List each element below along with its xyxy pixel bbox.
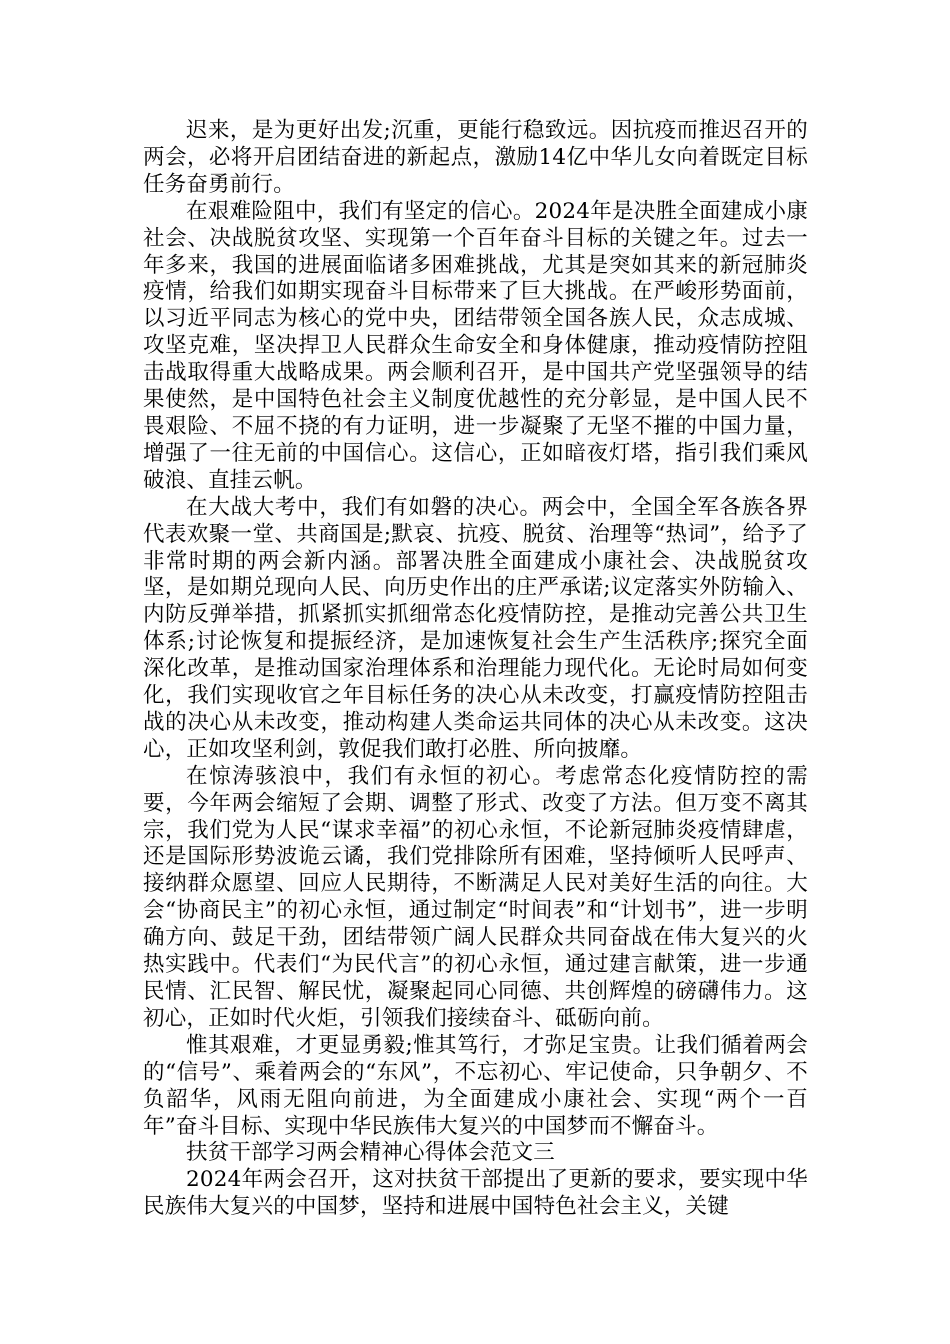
paragraph-3: 在大战大考中，我们有如磐的决心。两会中，全国全军各族各界代表欢聚一堂、共商国是;默哀、抗疫、脱贫、治理等“热词”，给予了非常时期的两会新内涵。部署决胜全面建成小康社会、决战脱贫攻坚，是如期兑现向人民、向历史作出的庄严承诺;议定落实外防输入、内防反弹举措，抓紧抓实抓细常态化疫情防控，是推动完善公共卫生体系;讨论恢复和提振经济，是加速恢复社会生产生活秩序;探究全面深化改革，是推动国家治理体系和治理能力现代化。无论时局如何变化，我们实现收官之年目标任务的决心从未改变，打赢疫情防控阻击战的决心从未改变，推动构建人类命运共同体的决心从未改变。这决心，正如攻坚利剑，敦促我们敢打必胜、所向披靡。: [143, 494, 808, 762]
paragraph-4: 在惊涛骇浪中，我们有永恒的初心。考虑常态化疫情防控的需要，今年两会缩短了会期、调整了形式、改变了方法。但万变不离其宗，我们党为人民“谋求幸福”的初心永恒，不论新冠肺炎疫情肆虐，还是国际形势波诡云谲，我们党排除所有困难，坚持倾听人民呼声、接纳群众愿望、回应人民期待，不断满足人民对美好生活的向往。大会“协商民主”的初心永恒，通过制定“时间表”和“计划书”，进一步明确方向、鼓足干劲，团结带领广阔人民群众共同奋战在伟大复兴的火热实践中。代表们“为民代言”的初心永恒，通过建言献策，进一步通民情、汇民智、解民忧，凝聚起同心同德、共创辉煌的磅礴伟力。这初心，正如时代火炬，引领我们接续奋斗、砥砺向前。: [143, 763, 808, 1031]
paragraph-1: 迟来，是为更好出发;沉重，更能行稳致远。因抗疫而推迟召开的两会，必将开启团结奋进的新起点，激励14亿中华儿女向着既定目标任务奋勇前行。: [143, 118, 808, 197]
document-body: [143, 118, 808, 1221]
section-title: 扶贫干部学习两会精神心得体会范文三: [186, 1140, 555, 1166]
paragraph-2: 在艰难险阻中，我们有坚定的信心。2024年是决胜全面建成小康社会、决战脱贫攻坚、实现第一个百年奋斗目标的关键之年。过去一年多来，我国的进展面临诸多困难挑战，尤其是突如其来的新冠肺炎疫情，给我们如期实现奋斗目标带来了巨大挑战。在严峻形势面前，以习近平同志为核心的党中央，团结带领全国各族人民，众志成城、攻坚克难，坚决捍卫人民群众生命安全和身体健康，推动疫情防控阻击战取得重大战略成果。两会顺利召开，是中国共产党坚强领导的结果使然，是中国特色社会主义制度优越性的充分彰显，是中国人民不畏艰险、不屈不挠的有力证明，进一步凝聚了无坚不摧的中国力量，增强了一往无前的中国信心。这信心，正如暗夜灯塔，指引我们乘风破浪、直挂云帆。: [143, 198, 808, 493]
section-paragraph: 2024年两会召开，这对扶贫干部提出了更新的要求，要实现中华民族伟大复兴的中国梦，坚持和进展中国特色社会主义，关键: [143, 1167, 808, 1220]
paragraph-5: 惟其艰难，才更显勇毅;惟其笃行，才弥足宝贵。让我们循着两会的“信号”、乘着两会的“东风”，不忘初心、牢记使命，只争朝夕、不负韶华，风雨无阻向前进，为全面建成小康社会、实现“两个一百年”奋斗目标、实现中华民族伟大复兴的中国梦而不懈奋斗。: [143, 1032, 808, 1139]
